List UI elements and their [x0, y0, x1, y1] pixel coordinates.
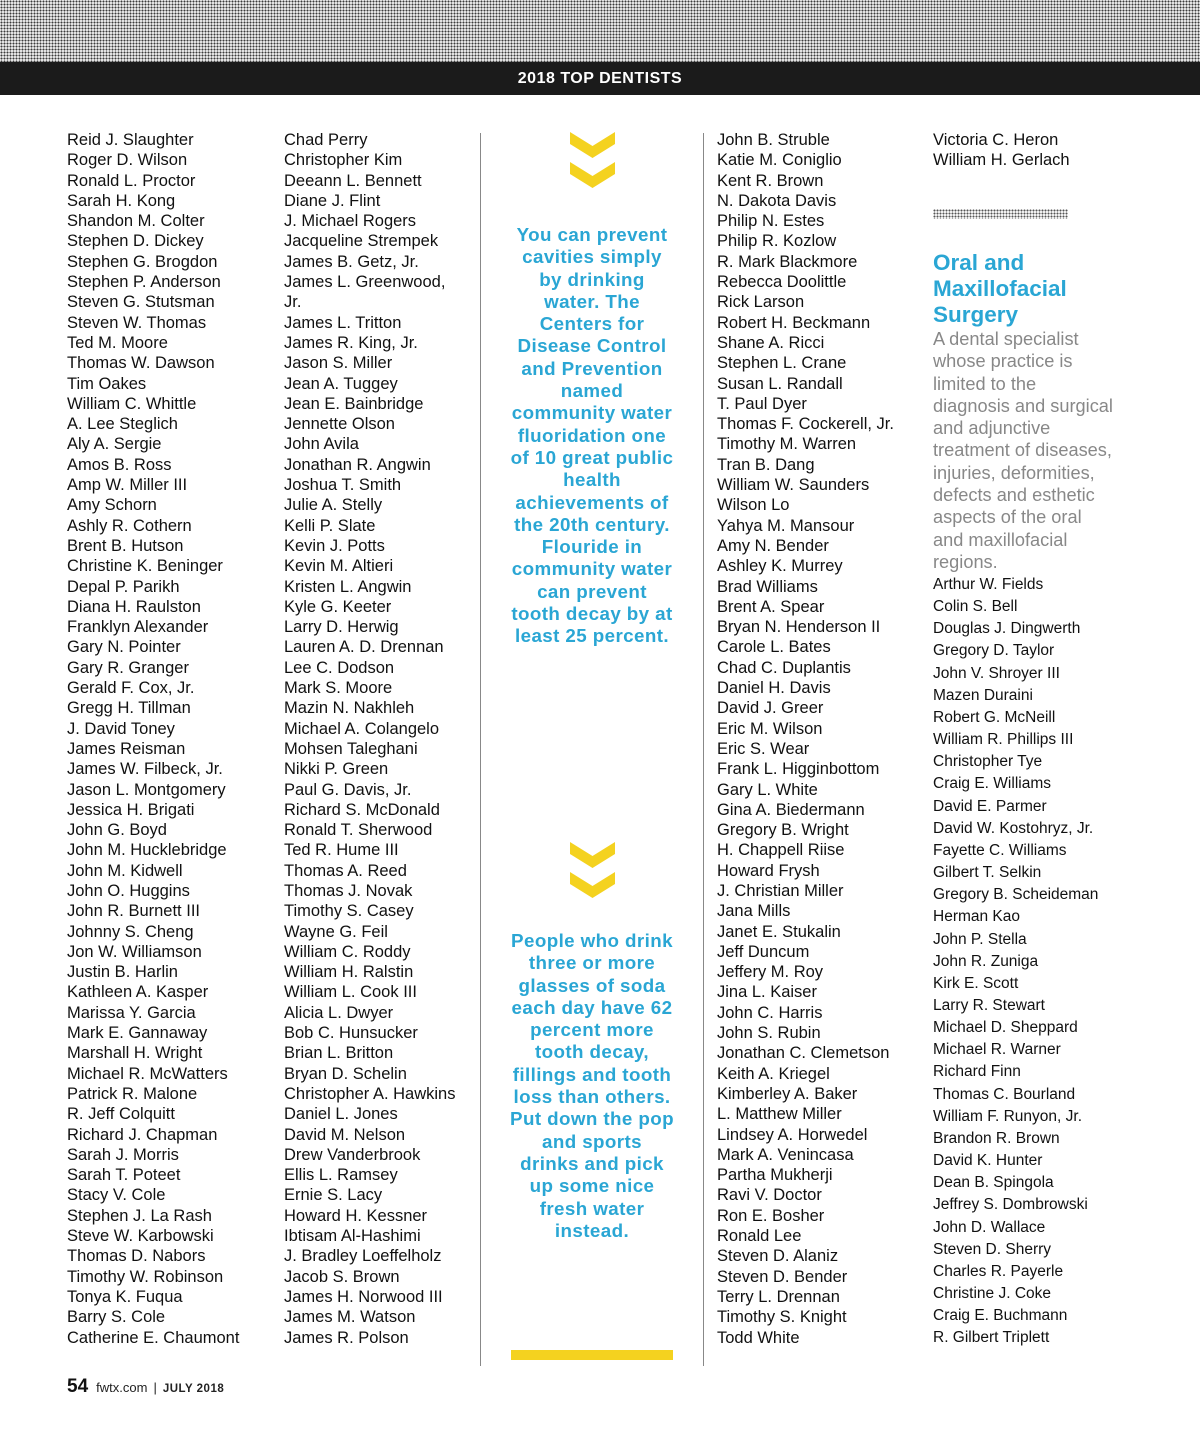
list-item: Jonathan C. Clemetson — [717, 1044, 890, 1063]
list-item: Brad Williams — [717, 577, 818, 596]
list-item: David K. Hunter — [933, 1152, 1043, 1170]
list-item: John D. Wallace — [933, 1218, 1046, 1236]
list-item: Gregory D. Taylor — [933, 642, 1055, 660]
list-item: David M. Nelson — [284, 1125, 406, 1144]
list-item: Michael A. Colangelo — [284, 719, 440, 738]
list-item: Christopher A. Hawkins — [284, 1084, 456, 1103]
list-item: Thomas D. Nabors — [67, 1247, 206, 1266]
list-item: Justin B. Harlin — [67, 963, 178, 982]
column-divider-left — [480, 133, 481, 1366]
list-item: Lindsey A. Horwedel — [717, 1125, 868, 1144]
list-item: Sarah T. Poteet — [67, 1166, 181, 1185]
list-item: William H. Ralstin — [284, 963, 414, 982]
chevron-down-icon — [570, 132, 615, 190]
list-item: John Avila — [284, 435, 359, 454]
list-item: Wayne G. Feil — [284, 922, 388, 941]
list-item: John O. Huggins — [67, 881, 190, 900]
list-item: Ron E. Bosher — [717, 1206, 825, 1225]
list-item: Gary R. Granger — [67, 658, 189, 677]
list-item: Bryan N. Henderson II — [717, 618, 881, 637]
list-item: Fayette C. Williams — [933, 841, 1067, 859]
list-item: Christine J. Coke — [933, 1285, 1052, 1302]
list-item: Gerald F. Cox, Jr. — [67, 679, 195, 698]
list-item: John M. Hucklebridge — [67, 841, 227, 860]
list-item: William C. Whittle — [67, 394, 197, 413]
list-item: Todd White — [717, 1328, 800, 1347]
list-item: John R. Burnett III — [67, 902, 200, 921]
list-item: Stacy V. Cole — [67, 1186, 166, 1205]
list-item: Michael R. Warner — [933, 1041, 1061, 1059]
list-item: Michael D. Sheppard — [933, 1019, 1078, 1037]
list-item: Steven G. Stutsman — [67, 293, 215, 312]
list-item: Brandon R. Brown — [933, 1129, 1060, 1147]
list-item: Ronald L. Proctor — [67, 171, 196, 190]
list-item: Marshall H. Wright — [67, 1044, 203, 1063]
list-item: Sarah H. Kong — [67, 191, 176, 210]
list-item: James M. Watson — [284, 1308, 416, 1327]
list-item: Victoria C. Heron — [933, 131, 1059, 149]
list-item: Shane A. Ricci — [717, 333, 825, 352]
footer-separator: | — [153, 1380, 157, 1395]
list-item: Timothy W. Robinson — [67, 1267, 224, 1286]
list-item: Tran B. Dang — [717, 455, 815, 474]
page-footer — [67, 1376, 224, 1398]
list-item: Wilson Lo — [717, 496, 790, 515]
list-item: Amy Schorn — [67, 496, 157, 515]
list-item: Shandon M. Colter — [67, 212, 205, 231]
list-item: Mark S. Moore — [284, 679, 393, 698]
list-item: Nikki P. Green — [284, 760, 389, 779]
list-item: Arthur W. Fields — [933, 576, 1044, 593]
list-item: James H. Norwood III — [284, 1287, 443, 1306]
list-item: A. Lee Steglich — [67, 415, 178, 434]
dentist-list-col-5-top — [933, 130, 1070, 171]
list-item: J. Michael Rogers — [284, 212, 417, 231]
list-item: J. Christian Miller — [717, 881, 844, 900]
list-item: Mohsen Taleghani — [284, 739, 418, 758]
list-item: Jean A. Tuggey — [284, 374, 398, 393]
list-item: Ashly R. Cothern — [67, 516, 192, 535]
list-item: Ronald T. Sherwood — [284, 821, 433, 840]
list-item: Richard Finn — [933, 1063, 1021, 1081]
list-item: Diana H. Raulston — [67, 597, 201, 616]
list-item: Franklyn Alexander — [67, 618, 209, 637]
list-item: Thomas A. Reed — [284, 861, 407, 880]
list-item: Rebecca Doolittle — [717, 273, 847, 292]
list-item: Reid J. Slaughter — [67, 131, 194, 149]
list-item: James L. Greenwood, Jr. — [284, 273, 446, 312]
list-item: Alicia L. Dwyer — [284, 1003, 394, 1022]
list-item: Paul G. Davis, Jr. — [284, 780, 412, 799]
list-item: Amp W. Miller III — [67, 476, 188, 495]
list-item: John M. Kidwell — [67, 861, 183, 880]
list-item: Gregg H. Tillman — [67, 699, 191, 718]
list-item: Steven D. Alaniz — [717, 1247, 839, 1266]
list-item: Daniel L. Jones — [284, 1105, 398, 1124]
list-item: Yahya M. Mansour — [717, 516, 855, 535]
list-item: R. Mark Blackmore — [717, 252, 858, 271]
list-item: Jennette Olson — [284, 415, 395, 434]
list-item: Larry D. Herwig — [284, 618, 399, 637]
dentist-list-col-1 — [67, 130, 239, 1348]
list-item: Timothy M. Warren — [717, 435, 857, 454]
list-item: Craig E. Williams — [933, 775, 1051, 793]
list-item: Thomas J. Novak — [284, 881, 413, 900]
list-item: Steven D. Sherry — [933, 1240, 1052, 1258]
list-item: David E. Parmer — [933, 797, 1047, 815]
column-divider-right — [703, 133, 704, 1366]
page-title: 2018 TOP DENTISTS — [517, 69, 683, 87]
list-item: Catherine E. Chaumont — [67, 1328, 240, 1347]
list-item: James Reisman — [67, 739, 186, 758]
list-item: Carole L. Bates — [717, 638, 831, 657]
list-item: Jonathan R. Angwin — [284, 455, 431, 474]
list-item: Ibtisam Al-Hashimi — [284, 1227, 421, 1246]
list-item: Kyle G. Keeter — [284, 597, 392, 616]
list-item: Gregory B. Wright — [717, 821, 849, 840]
list-item: David J. Greer — [717, 699, 824, 718]
list-item: Steven W. Thomas — [67, 313, 207, 332]
list-item: Stephen L. Crane — [717, 354, 847, 373]
list-item: Steve W. Karbowski — [67, 1227, 214, 1246]
list-item: Sarah J. Morris — [67, 1145, 179, 1164]
list-item: John B. Struble — [717, 131, 830, 149]
list-item: Keith A. Kriegel — [717, 1064, 830, 1083]
list-item: J. David Toney — [67, 719, 175, 738]
list-item: Kevin J. Potts — [284, 536, 385, 555]
list-item: William R. Phillips III — [933, 731, 1074, 749]
list-item: Ellis L. Ramsey — [284, 1166, 398, 1185]
list-item: Kent R. Brown — [717, 171, 824, 190]
list-item: Katie M. Coniglio — [717, 151, 842, 170]
list-item: Amy N. Bender — [717, 536, 829, 555]
list-item: Rick Larson — [717, 293, 805, 312]
list-item: Roger D. Wilson — [67, 151, 188, 170]
list-item: Jason S. Miller — [284, 354, 393, 373]
list-item: James R. King, Jr. — [284, 333, 418, 352]
list-item: John C. Harris — [717, 1003, 823, 1022]
list-item: Jason L. Montgomery — [67, 780, 226, 799]
list-item: Mazen Duraini — [933, 686, 1033, 704]
list-item: James R. Polson — [284, 1328, 409, 1347]
list-item: Kelli P. Slate — [284, 516, 376, 535]
list-item: Chad Perry — [284, 131, 368, 149]
list-item: Jana Mills — [717, 902, 791, 921]
list-item: Gary N. Pointer — [67, 638, 181, 657]
list-item: Jessica H. Brigati — [67, 800, 195, 819]
list-item: Howard H. Kessner — [284, 1206, 428, 1225]
list-item: Gregory B. Scheideman — [933, 886, 1099, 904]
list-item: William W. Saunders — [717, 476, 870, 495]
list-item: Timothy S. Casey — [284, 902, 414, 921]
list-item: Daniel H. Davis — [717, 679, 831, 698]
list-item: Kirk E. Scott — [933, 974, 1019, 992]
list-item: James W. Filbeck, Jr. — [67, 760, 223, 779]
list-item: Steven D. Bender — [717, 1267, 848, 1286]
list-item: Julie A. Stelly — [284, 496, 383, 515]
list-item: Jon W. Williamson — [67, 942, 202, 961]
list-item: John S. Rubin — [717, 1024, 821, 1043]
list-item: N. Dakota Davis — [717, 191, 837, 210]
list-item: Kimberley A. Baker — [717, 1084, 858, 1103]
list-item: Johnny S. Cheng — [67, 922, 194, 941]
list-item: Robert H. Beckmann — [717, 313, 871, 332]
list-item: Jeffery M. Roy — [717, 963, 824, 982]
list-item: Brent A. Spear — [717, 597, 825, 616]
list-item: L. Matthew Miller — [717, 1105, 842, 1124]
list-item: Partha Mukherji — [717, 1166, 833, 1185]
list-item: Ashley K. Murrey — [717, 557, 843, 576]
list-item: Ernie S. Lacy — [284, 1186, 383, 1205]
fact-callout-soda: People who drink three or more glasses of soda each day have 62 percent more tooth decay, fillings and tooth loss than others. Put down the pop and sports drinks and pick up some nice fresh water instead. — [510, 930, 674, 1241]
list-item: Brian L. Britton — [284, 1044, 394, 1063]
list-item: Chad C. Duplantis — [717, 658, 851, 677]
list-item: William C. Roddy — [284, 942, 411, 961]
list-item: Ted M. Moore — [67, 333, 168, 352]
list-item: Joshua T. Smith — [284, 476, 402, 495]
list-item: Thomas W. Dawson — [67, 354, 215, 373]
list-item: Deeann L. Bennett — [284, 171, 422, 190]
list-item: John V. Shroyer III — [933, 664, 1060, 682]
list-item: John R. Zuniga — [933, 952, 1039, 970]
list-item: Eric M. Wilson — [717, 719, 823, 738]
chevron-down-icon — [570, 842, 615, 900]
list-item: Gilbert T. Selkin — [933, 864, 1042, 882]
list-item: Marissa Y. Garcia — [67, 1003, 196, 1022]
list-item: J. Bradley Loeffelholz — [284, 1247, 442, 1266]
list-item: Gary L. White — [717, 780, 818, 799]
list-item: Gina A. Biedermann — [717, 800, 865, 819]
list-item: Diane J. Flint — [284, 191, 381, 210]
list-item: Depal P. Parikh — [67, 577, 180, 596]
list-item: Janet E. Stukalin — [717, 922, 841, 941]
list-item: Amos B. Ross — [67, 455, 172, 474]
list-item: R. Jeff Colquitt — [67, 1105, 175, 1124]
list-item: Stephen P. Anderson — [67, 273, 221, 292]
list-item: Thomas F. Cockerell, Jr. — [717, 415, 894, 434]
surgeon-list — [933, 574, 1098, 1349]
list-item: Barry S. Cole — [67, 1308, 166, 1327]
list-item: Mazin N. Nakhleh — [284, 699, 415, 718]
list-item: Jacqueline Strempek — [284, 232, 439, 251]
list-item: Jina L. Kaiser — [717, 983, 817, 1002]
list-item: Lauren A. D. Drennan — [284, 638, 444, 657]
list-item: Jeffrey S. Dombrowski — [933, 1196, 1088, 1214]
fact-callout-water: You can prevent cavities simply by drinking water. The Centers for Disease Control and Prevention named community water fluoridation one of 10 great public health achievements of the 20th century. Flouride in community water can prevent tooth decay by at least 25 percent. — [510, 224, 674, 647]
list-item: Stephen G. Brogdon — [67, 252, 218, 271]
list-item: Stephen J. La Rash — [67, 1206, 212, 1225]
list-item: Herman Kao — [933, 908, 1021, 926]
list-item: David W. Kostohryz, Jr. — [933, 819, 1094, 837]
site-name: fwtx.com — [96, 1380, 148, 1395]
list-item: Philip N. Estes — [717, 212, 825, 231]
halftone-banner — [0, 0, 1200, 62]
list-item: Christopher Kim — [284, 151, 403, 170]
dotted-divider — [933, 209, 1068, 219]
list-item: Christopher Tye — [933, 753, 1043, 771]
list-item: Stephen D. Dickey — [67, 232, 204, 251]
list-item: John P. Stella — [933, 930, 1027, 948]
list-item: Jean E. Bainbridge — [284, 394, 424, 413]
list-item: Philip R. Kozlow — [717, 232, 837, 251]
list-item: Drew Vanderbrook — [284, 1145, 421, 1164]
list-item: Kathleen A. Kasper — [67, 983, 209, 1002]
section-title: Oral and Maxillofacial Surgery — [933, 250, 1067, 327]
list-item: James L. Tritton — [284, 313, 402, 332]
list-item: Bob C. Hunsucker — [284, 1024, 418, 1043]
list-item: Ravi V. Doctor — [717, 1186, 822, 1205]
list-item: Jeff Duncum — [717, 942, 810, 961]
list-item: Colin S. Bell — [933, 598, 1018, 616]
list-item: Timothy S. Knight — [717, 1308, 847, 1327]
list-item: Larry R. Stewart — [933, 996, 1045, 1014]
list-item: Christine K. Beninger — [67, 557, 223, 576]
list-item: Bryan D. Schelin — [284, 1064, 407, 1083]
list-item: Jacob S. Brown — [284, 1267, 400, 1286]
list-item: William H. Gerlach — [933, 151, 1070, 170]
list-item: William L. Cook III — [284, 983, 417, 1002]
list-item: R. Gilbert Triplett — [933, 1329, 1050, 1347]
list-item: Michael R. McWatters — [67, 1064, 228, 1083]
list-item: Mark A. Venincasa — [717, 1145, 854, 1164]
header-bar — [0, 62, 1200, 95]
list-item: Patrick R. Malone — [67, 1084, 198, 1103]
list-item: Brent B. Hutson — [67, 536, 184, 555]
page-number: 54 — [67, 1376, 89, 1397]
list-item: Douglas J. Dingwerth — [933, 620, 1081, 638]
list-item: Kevin M. Altieri — [284, 557, 394, 576]
list-item: John G. Boyd — [67, 821, 167, 840]
list-item: Thomas C. Bourland — [933, 1085, 1076, 1103]
list-item: Terry L. Drennan — [717, 1287, 840, 1306]
list-item: Susan L. Randall — [717, 374, 843, 393]
accent-bar — [511, 1350, 673, 1360]
list-item: Ted R. Hume III — [284, 841, 399, 860]
list-item: Lee C. Dodson — [284, 658, 395, 677]
list-item: Tonya K. Fuqua — [67, 1287, 183, 1306]
list-item: James B. Getz, Jr. — [284, 252, 419, 271]
list-item: Tim Oakes — [67, 374, 147, 393]
list-item: William F. Runyon, Jr. — [933, 1107, 1083, 1125]
list-item: Frank L. Higginbottom — [717, 760, 880, 779]
dentist-list-col-2 — [284, 130, 456, 1348]
dentist-list-col-4 — [717, 130, 894, 1348]
list-item: Eric S. Wear — [717, 739, 810, 758]
list-item: Richard S. McDonald — [284, 800, 440, 819]
list-item: Kristen L. Angwin — [284, 577, 412, 596]
list-item: T. Paul Dyer — [717, 394, 807, 413]
list-item: Craig E. Buchmann — [933, 1307, 1068, 1325]
list-item: Mark E. Gannaway — [67, 1024, 208, 1043]
list-item: Aly A. Sergie — [67, 435, 162, 454]
list-item: Robert G. McNeill — [933, 708, 1056, 726]
issue-date: JULY 2018 — [162, 1383, 225, 1395]
list-item: Charles R. Payerle — [933, 1262, 1064, 1280]
list-item: Howard Frysh — [717, 861, 820, 880]
list-item: Dean B. Spingola — [933, 1174, 1054, 1192]
section-description: A dental specialist whose practice is limited to the diagnosis and surgical and adjunctive treatment of diseases, injuries, deformities, defects and esthetic aspects of the oral and maxillofacial regions. — [933, 329, 1113, 572]
list-item: Ronald Lee — [717, 1227, 802, 1246]
list-item: H. Chappell Riise — [717, 841, 845, 860]
list-item: Richard J. Chapman — [67, 1125, 218, 1144]
